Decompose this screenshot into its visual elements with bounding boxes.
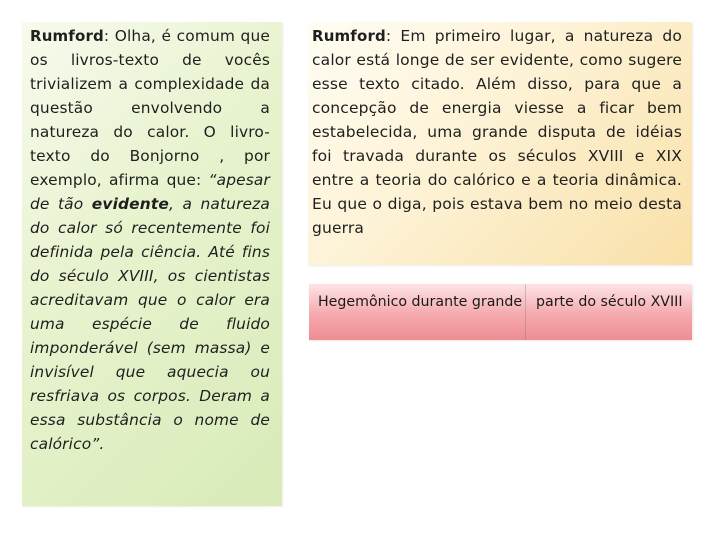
left-intro-text: : Olha, é comum que os livros-texto de vocês trivializem a complexidade da questão envolvendo a natureza do calor. O livro-texto do Bonjorno , por exemplo, afirma que: <box>30 27 270 189</box>
left-quote-part2: , a natureza do calor só recentemente foi definida pela ciência. Até fins do século XVIII, os cientistas acreditavam que o calor era uma espécie de fluido imponderável (sem massa) e invisível que aquecia ou resfriava os corpos. Deram a essa substância o nome de calórico”. <box>30 195 270 453</box>
left-quote-bold-word: evidente <box>91 195 169 213</box>
left-paragraph <box>30 24 270 456</box>
banner-text-part1: Hegemônico durante grande <box>318 294 523 310</box>
left-text-box <box>22 22 282 506</box>
left-quote <box>30 171 270 453</box>
left-speaker-name: Rumford <box>30 27 104 45</box>
right-paragraph <box>312 24 682 240</box>
right-text-box <box>308 22 692 265</box>
right-body-text: : Em primeiro lugar, a natureza do calor está longe de ser evidente, como sugere esse texto citado. Além disso, para que a concepção de energia viesse a ficar bem estabelecida, uma grande disputa de idéias foi travada durante os séculos XVIII e XIX entre a teoria do calórico e a teoria dinâmica. Eu que o diga, pois estava bem no meio desta guerra <box>312 27 682 237</box>
left-quote-part1: “apesar de tão <box>30 171 270 213</box>
right-speaker-name: Rumford <box>312 27 386 45</box>
banner-text-part2: parte do século XVIII <box>536 294 683 310</box>
hegemony-banner <box>309 284 692 340</box>
banner-divider <box>525 284 533 340</box>
